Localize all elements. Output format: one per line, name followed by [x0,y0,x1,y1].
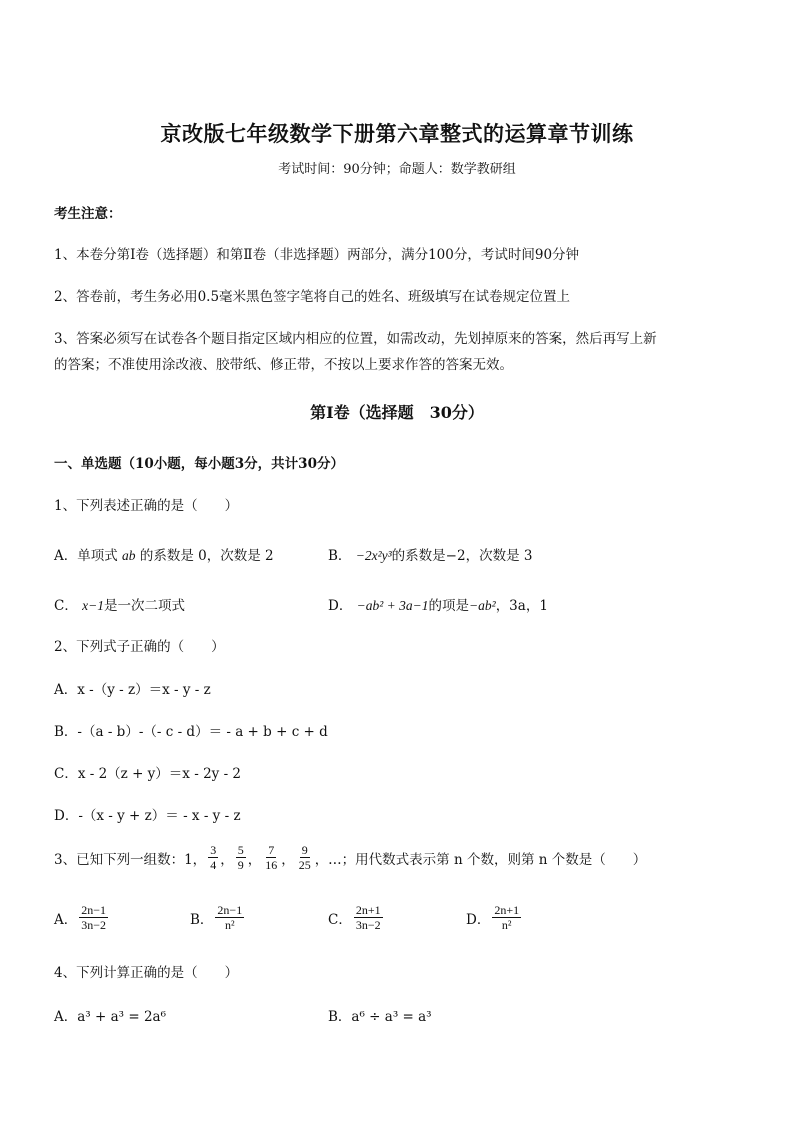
question-2-option-a[interactable]: A．x -（y - z）＝x - y - z [54,682,211,698]
page-title: 京改版七年级数学下册第六章整式的运算章节训练 [160,121,634,146]
question-2-option-c[interactable]: C．x - 2（z + y）＝x - 2y - 2 [54,766,242,782]
question-1-option-b[interactable]: B． −2x²y³的系数是−2，次数是 3 [328,548,533,564]
question-3-stem: 3、已知下列一组数：1， $\frac{3}{4}$ ， $\frac{5}{9}$ ， $\frac{7}{16}$ ， $\frac{9}{25}$ ，…；用代数式表示第 n 个数，则第 n 个数是（ ） [54,843,647,872]
question-2-option-b[interactable]: B．-（a - b）-（- c - d）＝ - a + b + c + d [54,724,328,740]
question-3-option-d[interactable]: D． $\frac{2n+1}{\text{n²}}$ [466,903,520,932]
question-3-option-c[interactable]: C． $\frac{2n+1}{3n-2}$ [328,903,381,932]
notice-item-3-continued: 的答案；不准使用涂改液、胶带纸、修正带，不按以上要求作答的答案无效。 [54,357,513,373]
question-2-stem: 2、下列式子正确的（ ） [54,639,225,655]
question-4-option-a[interactable]: A．a³ + a³ = 2a⁶ [54,1009,167,1025]
question-4-option-b[interactable]: B．a⁶ ÷ a³ = a³ [328,1009,432,1025]
sequence-fraction: $\frac{9}{25}$ [298,843,311,872]
question-1-option-d[interactable]: D． −ab² + 3a−1的项是−ab²，3a，1 [328,598,548,614]
sequence-fraction: $\frac{7}{16}$ [265,843,278,872]
question-1-option-c[interactable]: C． x−1是一次二项式 [54,598,185,614]
question-1-stem: 1、下列表述正确的是（ ） [54,498,239,514]
question-1-option-a[interactable]: A．单项式 ab 的系数是 0，次数是 2 [54,548,274,564]
question-group-title: 一、单选题（10小题，每小题3分，共计30分） [54,456,344,472]
notice-item-1: 1、本卷分第Ⅰ卷（选择题）和第Ⅱ卷（非选择题）两部分，满分100分，考试时间90分钟 [54,247,580,263]
sequence-fraction: $\frac{5}{9}$ [237,843,244,872]
section-title: 第Ⅰ卷（选择题 30分） [310,403,484,422]
question-2-option-d[interactable]: D．-（x - y + z）＝ - x - y - z [54,808,241,824]
sequence-fraction: $\frac{3}{4}$ [210,843,217,872]
notice-item-2: 2、答卷前，考生务必用0.5毫米黑色签字笔将自己的姓名、班级填写在试卷规定位置上 [54,289,571,305]
question-3-option-b[interactable]: B． $\frac{2n-1}{\text{n²}}$ [190,903,243,932]
notice-heading: 考生注意： [54,206,122,222]
notice-item-3: 3、答案必须写在试卷各个题目指定区域内相应的位置，如需改动，先划掉原来的答案，然后再写上新 [54,331,657,347]
exam-info: 考试时间：90分钟；命题人：数学教研组 [278,162,516,177]
question-3-option-a[interactable]: A． $\frac{2n-1}{3n-2}$ [54,903,107,932]
question-4-stem: 4、下列计算正确的是（ ） [54,965,239,981]
